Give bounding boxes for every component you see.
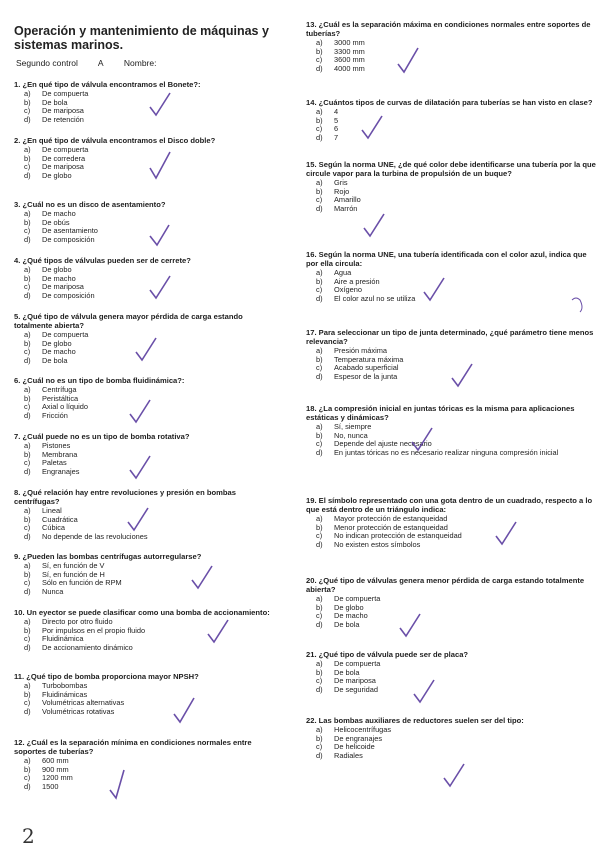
option-letter: c): [24, 698, 31, 708]
check-mark-4: [150, 276, 170, 298]
check-mark-17: [452, 364, 472, 386]
option-letter: b): [24, 393, 31, 403]
option-text: De accionamiento dinámico: [42, 643, 133, 653]
option-letter: a): [316, 38, 323, 47]
check-mark-8: [128, 508, 148, 530]
option-letter: b): [316, 115, 323, 125]
option-letter: a): [24, 681, 31, 690]
option-text: De macho: [334, 611, 368, 621]
option-text: Lineal: [42, 506, 62, 515]
option-text: Sólo en función de RPM: [42, 578, 122, 588]
option-text: 3000 mm: [334, 38, 365, 47]
question-text: 22. Las bombas auxiliares de reductores suelen ser del tipo:: [306, 716, 524, 725]
option-text: 1500: [42, 782, 59, 792]
option-text: Axial o líquido: [42, 402, 89, 412]
option-text: De globo: [42, 171, 72, 181]
option-text: De bola: [334, 620, 360, 630]
option-text: De macho: [42, 209, 76, 218]
option-text: Fluidinámica: [42, 634, 84, 644]
option-text: Cúbica: [42, 523, 66, 533]
option-text: Volumétricas alternativas: [42, 698, 125, 708]
option-letter: d): [24, 782, 31, 792]
check-mark-20: [400, 614, 420, 636]
option-text: Cuadrática: [42, 514, 78, 524]
option-text: 3300 mm: [334, 46, 365, 56]
option-letter: c): [24, 523, 31, 533]
option-text: No depende de las revoluciones: [42, 532, 148, 542]
option-text: Sí, siempre: [334, 422, 372, 431]
option-text: Depende del ajuste necesario: [334, 439, 432, 449]
option-letter: d): [24, 171, 31, 181]
option-text: De composición: [42, 235, 95, 245]
option-text: De composición: [42, 291, 95, 301]
option-letter: c): [24, 226, 31, 236]
check-mark-22: [444, 764, 464, 786]
check-mark-19: [496, 522, 516, 544]
control-label: Segundo control: [16, 58, 78, 68]
option-text: Acabado superficial: [334, 363, 399, 373]
option-letter: d): [24, 707, 31, 717]
check-mark-18: [412, 428, 432, 450]
option-letter: c): [316, 285, 323, 295]
option-text: De obús: [42, 217, 70, 227]
option-letter: b): [24, 217, 31, 227]
option-letter: c): [24, 402, 31, 412]
option-text: Aire a presión: [334, 276, 380, 286]
option-letter: c): [24, 347, 31, 357]
option-letter: d): [316, 448, 323, 458]
check-mark-14: [362, 116, 382, 138]
option-text: Peristáltica: [42, 393, 79, 403]
option-text: De macho: [42, 347, 76, 357]
option-letter: a): [316, 346, 323, 355]
option-text: De bola: [334, 667, 360, 677]
option-letter: d): [316, 751, 323, 761]
question-text: 21. ¿Qué tipo de válvula puede ser de placa?: [306, 650, 469, 659]
option-text: De globo: [42, 265, 72, 274]
option-letter: a): [316, 422, 323, 431]
option-text: Directo por otro fluido: [42, 617, 113, 626]
option-text: De bola: [42, 356, 68, 366]
option-letter: b): [316, 46, 323, 56]
option-letter: d): [316, 685, 323, 695]
option-text: De macho: [42, 273, 76, 283]
option-letter: b): [24, 514, 31, 524]
option-text: 5: [334, 115, 339, 125]
option-text: Sí, en función de H: [42, 569, 105, 579]
question-text: 8. ¿Qué relación hay entre revoluciones y presión en bombas centrífugas?: [14, 488, 236, 506]
option-text: Por impulsos en el propio fluido: [42, 625, 146, 635]
option-text: De compuerta: [42, 89, 89, 98]
option-letter: a): [24, 506, 31, 515]
option-letter: d): [24, 291, 31, 301]
option-letter: a): [316, 107, 323, 116]
option-letter: d): [24, 467, 31, 477]
question-text: 14. ¿Cuántos tipos de curvas de dilatación para tuberías se han visto en clase?: [306, 98, 593, 107]
check-mark-3: [150, 225, 169, 245]
option-text: 6: [334, 124, 339, 134]
question-text: 2. ¿En qué tipo de válvula encontramos el Disco doble?: [14, 136, 216, 145]
option-text: Temperatura máxima: [334, 354, 404, 364]
option-text: De retención: [42, 115, 84, 125]
option-letter: d): [316, 64, 323, 74]
option-text: Turbobombas: [42, 681, 88, 690]
question-text: 13. ¿Cuál es la separación máxima en condiciones normales entre soportes de tuberías?: [306, 20, 591, 38]
option-letter: c): [316, 742, 323, 752]
option-letter: a): [24, 209, 31, 218]
option-text: De mariposa: [42, 162, 84, 172]
option-text: Marrón: [334, 204, 358, 214]
name-label: Nombre:: [123, 58, 157, 68]
option-letter: b): [24, 625, 31, 635]
option-letter: c): [316, 195, 323, 205]
question-text: 11. ¿Qué tipo de bomba proporciona mayor NPSH?: [14, 672, 199, 681]
check-mark-1: [150, 93, 170, 115]
option-letter: c): [24, 458, 31, 468]
question-text: 10. Un eyector se puede clasificar como una bomba de accionamiento:: [14, 608, 270, 617]
option-text: No indican protección de estanqueidad: [334, 531, 462, 541]
option-letter: a): [24, 265, 31, 274]
option-letter: c): [316, 124, 323, 134]
option-letter: a): [24, 385, 31, 394]
option-letter: b): [24, 449, 31, 459]
option-text: En juntas tóricas no es necesario realizar ninguna compresión inicial: [334, 448, 559, 458]
option-letter: a): [316, 268, 323, 277]
option-text: Nunca: [42, 587, 64, 597]
option-letter: a): [24, 617, 31, 626]
option-text: Sí, en función de V: [42, 561, 105, 570]
option-text: Amarillo: [334, 195, 361, 205]
option-text: De mariposa: [334, 676, 376, 686]
option-text: Pistones: [42, 441, 71, 450]
option-text: De seguridad: [334, 685, 378, 695]
option-text: De asentamiento: [42, 226, 98, 236]
option-text: El color azul no se utiliza: [334, 294, 416, 304]
question-text: 5. ¿Qué tipo de válvula genera mayor pérdida de carga estando totalmente abierta?: [14, 312, 243, 330]
check-mark-21: [414, 680, 434, 702]
option-letter: a): [316, 725, 323, 734]
question-text: 7. ¿Cuál puede no es un tipo de bomba rotativa?: [14, 432, 190, 441]
option-letter: b): [24, 569, 31, 579]
option-text: Membrana: [42, 449, 78, 459]
option-letter: a): [24, 561, 31, 570]
option-letter: c): [24, 106, 31, 116]
option-letter: c): [316, 55, 323, 65]
option-letter: c): [24, 282, 31, 292]
check-mark-2: [150, 152, 170, 178]
question-text: 15. Según la norma UNE, ¿de qué color debe identificarse una tubería por la que circule vapor para la turbina de propulsión de un buque?: [306, 160, 596, 178]
option-text: Rojo: [334, 186, 350, 196]
option-letter: c): [316, 439, 323, 449]
option-text: No existen estos símbolos: [334, 540, 421, 550]
option-letter: b): [316, 602, 323, 612]
question-text: 4. ¿Qué tipos de válvulas pueden ser de cerrete?: [14, 256, 191, 265]
option-text: Volumétricas rotativas: [42, 707, 115, 717]
option-letter: a): [316, 659, 323, 668]
option-letter: b): [24, 153, 31, 163]
option-letter: b): [316, 186, 323, 196]
option-letter: b): [316, 354, 323, 364]
option-text: De globo: [334, 602, 364, 612]
option-letter: d): [316, 620, 323, 630]
option-letter: b): [24, 338, 31, 348]
option-letter: d): [24, 532, 31, 542]
question-text: 20. ¿Qué tipo de válvulas genera menor pérdida de carga estando totalmente abierta?: [306, 576, 585, 594]
option-text: 600 mm: [42, 756, 69, 765]
check-mark-13: [398, 48, 418, 72]
margin-scribble: [572, 298, 582, 312]
question-text: 19. El símbolo representado con una gota dentro de un cuadrado, respecto a lo que está dentro de un triángulo indica:: [306, 496, 593, 514]
check-mark-12: [110, 770, 124, 798]
question-text: 1. ¿En qué tipo de válvula encontramos el Bonete?:: [14, 80, 201, 89]
option-text: Fluidinámicas: [42, 689, 88, 699]
option-letter: a): [316, 514, 323, 523]
option-text: Gris: [334, 178, 348, 187]
option-text: 1200 mm: [42, 773, 73, 783]
option-text: 4: [334, 107, 339, 116]
check-mark-10: [208, 620, 228, 642]
option-letter: d): [24, 356, 31, 366]
option-text: Fricción: [42, 411, 68, 421]
question-text: 18. ¿La compresión inicial en juntas tóricas es la misma para aplicaciones estáticas y dinámicas?: [306, 404, 575, 422]
option-text: 4000 mm: [334, 64, 365, 74]
option-text: De mariposa: [42, 282, 84, 292]
option-text: Radiales: [334, 751, 363, 761]
page-number: 2: [22, 824, 35, 848]
option-text: De bola: [42, 97, 68, 107]
option-text: Paletas: [42, 458, 67, 468]
option-letter: d): [316, 540, 323, 550]
option-letter: a): [316, 594, 323, 603]
option-text: Helicocentrífugas: [334, 725, 392, 734]
check-mark-9: [192, 566, 212, 588]
option-letter: c): [316, 531, 323, 541]
option-letter: c): [24, 162, 31, 172]
option-letter: b): [24, 97, 31, 107]
option-text: 7: [334, 133, 339, 143]
option-letter: a): [24, 330, 31, 339]
question-text: 12. ¿Cuál es la separación mínima en condiciones normales entre soportes de tuberías?: [14, 738, 252, 756]
option-text: Espesor de la junta: [334, 372, 398, 382]
option-letter: d): [24, 411, 31, 421]
option-letter: c): [316, 363, 323, 373]
check-mark-11: [174, 698, 194, 722]
option-text: Agua: [334, 268, 352, 277]
option-letter: b): [316, 430, 323, 440]
option-text: De compuerta: [42, 145, 89, 154]
option-letter: c): [24, 578, 31, 588]
option-letter: b): [316, 667, 323, 677]
option-letter: d): [24, 235, 31, 245]
option-letter: a): [24, 441, 31, 450]
option-text: De mariposa: [42, 106, 84, 116]
option-letter: a): [24, 145, 31, 154]
option-letter: d): [24, 115, 31, 125]
option-letter: c): [316, 611, 323, 621]
exam-title: Operación y mantenimiento de máquinas y sistemas marinos.: [14, 24, 269, 52]
option-letter: d): [316, 204, 323, 214]
option-text: De globo: [42, 338, 72, 348]
option-letter: d): [316, 133, 323, 143]
option-text: 3600 mm: [334, 55, 365, 65]
option-letter: d): [316, 294, 323, 304]
option-text: 900 mm: [42, 764, 69, 774]
variant-label: A: [97, 58, 104, 68]
option-letter: d): [316, 372, 323, 382]
question-text: 17. Para seleccionar un tipo de junta determinado, ¿qué parámetro tiene menos relevancia?: [306, 328, 594, 346]
option-letter: c): [24, 634, 31, 644]
option-letter: b): [316, 733, 323, 743]
check-mark-7: [130, 456, 150, 478]
option-text: De compuerta: [334, 659, 381, 668]
option-text: De corredera: [42, 153, 86, 163]
option-letter: b): [24, 764, 31, 774]
option-letter: c): [24, 773, 31, 783]
option-text: Mayor protección de estanqueidad: [334, 514, 448, 523]
option-letter: d): [24, 587, 31, 597]
option-text: Centrífuga: [42, 385, 77, 394]
option-letter: b): [24, 689, 31, 699]
option-text: De compuerta: [334, 594, 381, 603]
option-letter: b): [316, 276, 323, 286]
option-text: Presión máxima: [334, 346, 387, 355]
check-mark-5: [136, 338, 156, 360]
option-letter: b): [316, 522, 323, 532]
check-mark-16: [424, 278, 444, 300]
option-letter: a): [24, 89, 31, 98]
option-text: No, nunca: [334, 430, 368, 440]
option-text: De engranajes: [334, 733, 383, 743]
question-text: 3. ¿Cuál no es un disco de asentamiento?: [14, 200, 166, 209]
option-text: Oxígeno: [334, 285, 362, 295]
check-mark-15: [364, 214, 384, 236]
option-letter: a): [316, 178, 323, 187]
option-text: De helicoide: [334, 742, 375, 752]
option-text: Engranajes: [42, 467, 80, 477]
option-text: Menor protección de estanqueidad: [334, 522, 448, 532]
option-letter: a): [24, 756, 31, 765]
option-letter: d): [24, 643, 31, 653]
question-text: 6. ¿Cuál no es un tipo de bomba fluidinámica?:: [14, 376, 185, 385]
option-letter: b): [24, 273, 31, 283]
question-text: 9. ¿Pueden las bombas centrífugas autorregularse?: [14, 552, 202, 561]
option-letter: c): [316, 676, 323, 686]
check-mark-6: [130, 400, 150, 422]
option-text: De compuerta: [42, 330, 89, 339]
question-text: 16. Según la norma UNE, una tubería identificada con el color azul, indica que por ella circula:: [306, 250, 587, 268]
